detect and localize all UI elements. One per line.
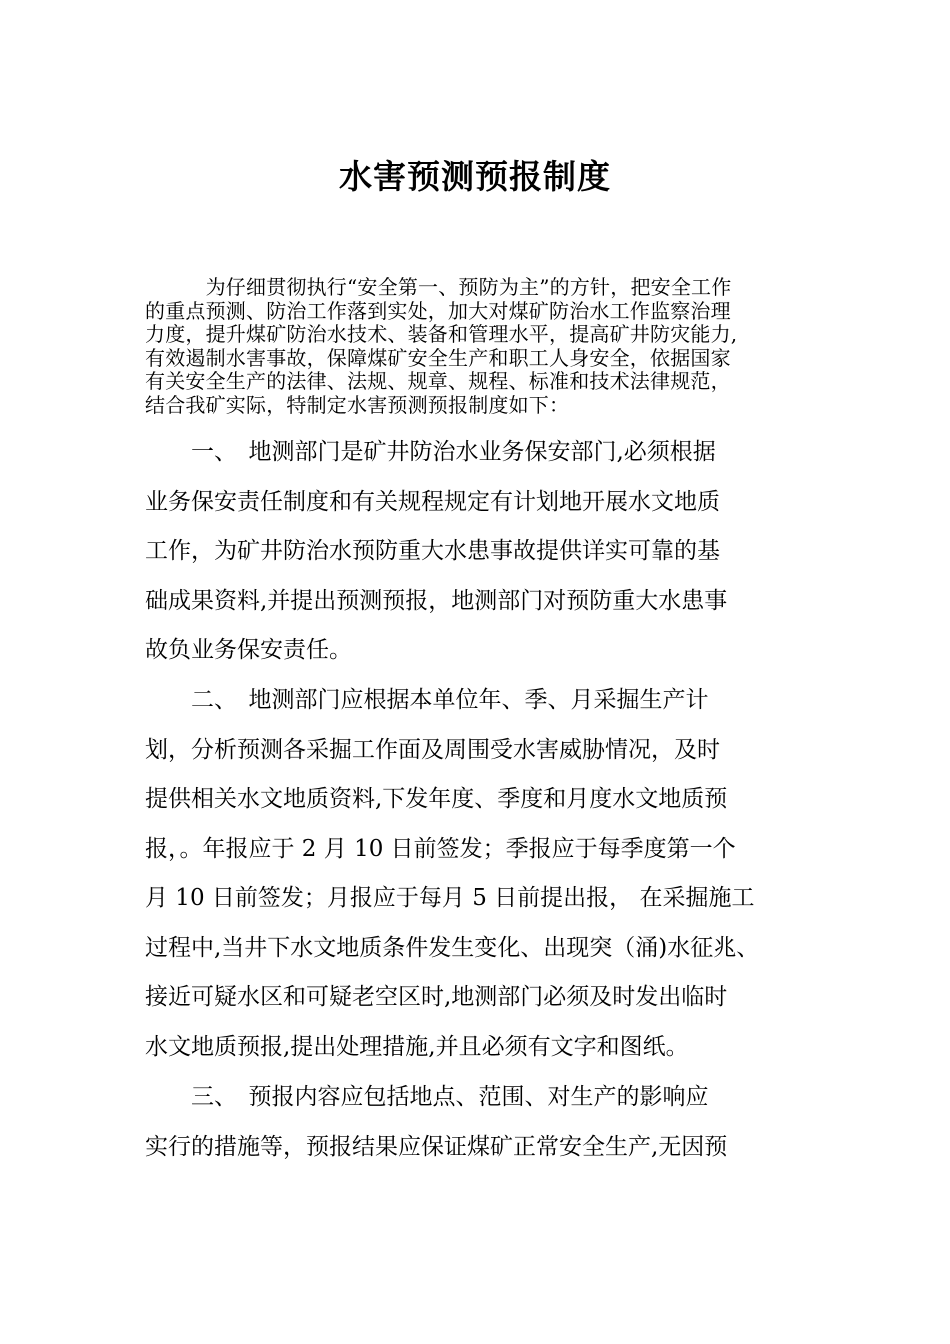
section-2-line: 划，分析预测各采掘工作面及周围受水害威胁情况，及时 [145,736,720,763]
intro-line: 力度，提升煤矿防治水技术、装备和管理水平，提高矿井防灾能力, [145,322,738,346]
section-3-paragraph [145,1073,815,1172]
intro-line: 有效遏制水害事故，保障煤矿安全生产和职工人身安全，依据国家 [145,345,731,370]
section-2-line: 月 10 日前签发；月报应于每月 5 日前提出报， 在采掘施工 [145,885,755,911]
section-2-line: 二、 地测部门应根据本单位年、季、月采掘生产计 [145,687,709,713]
section-2-line: 提供相关水文地质资料,下发年度、季度和月度水文地质预 [145,786,728,812]
section-1-line: 业务保安责任制度和有关规程规定有计划地开展水文地质 [145,488,720,515]
section-2-line: 过程中,当井下水文地质条件发生变化、出现突（涌)水征兆、 [145,934,760,961]
document-title: 水害预测预报制度 [339,157,611,196]
section-1-line: 故负业务保安责任。 [145,637,352,663]
intro-line: 结合我矿实际，特制定水害预测预报制度如下： [145,392,570,417]
intro-paragraph [145,276,813,417]
section-2-line: 水文地质预报,提出处理措施,并且必须有文字和图纸。 [145,1033,689,1060]
intro-line: 的重点预测、防治工作落到实处，加大对煤矿防治水工作监察治理 [145,298,731,323]
section-1-paragraph [145,428,815,676]
section-1-line: 工作，为矿井防治水预防重大水患事故提供详实可靠的基 [145,538,720,564]
section-2-line: 接近可疑水区和可疑老空区时,地测部门必须及时发出临时 [145,984,728,1010]
section-2-paragraph [145,676,815,1072]
section-2-line: 报，。年报应于 2 月 10 日前签发；季报应于每季度第一个 [145,835,736,862]
intro-line: 为仔细贯彻执行“安全第一、预防为主”的方针，把安全工作 [145,275,732,299]
intro-line: 有关安全生产的法律、法规、规章、规程、标准和技术法律规范， [145,369,731,393]
section-3-line: 三、 预报内容应包括地点、范围、对生产的影响应 [145,1084,709,1110]
section-3-line: 实行的措施等，预报结果应保证煤矿正常安全生产,无因预 [145,1133,728,1160]
section-1-line: 础成果资料,并提出预测预报，地测部门对预防重大水患事 [145,587,728,614]
section-1-line: 一、 地测部门是矿井防治水业务保安部门,必须根据 [145,439,716,465]
